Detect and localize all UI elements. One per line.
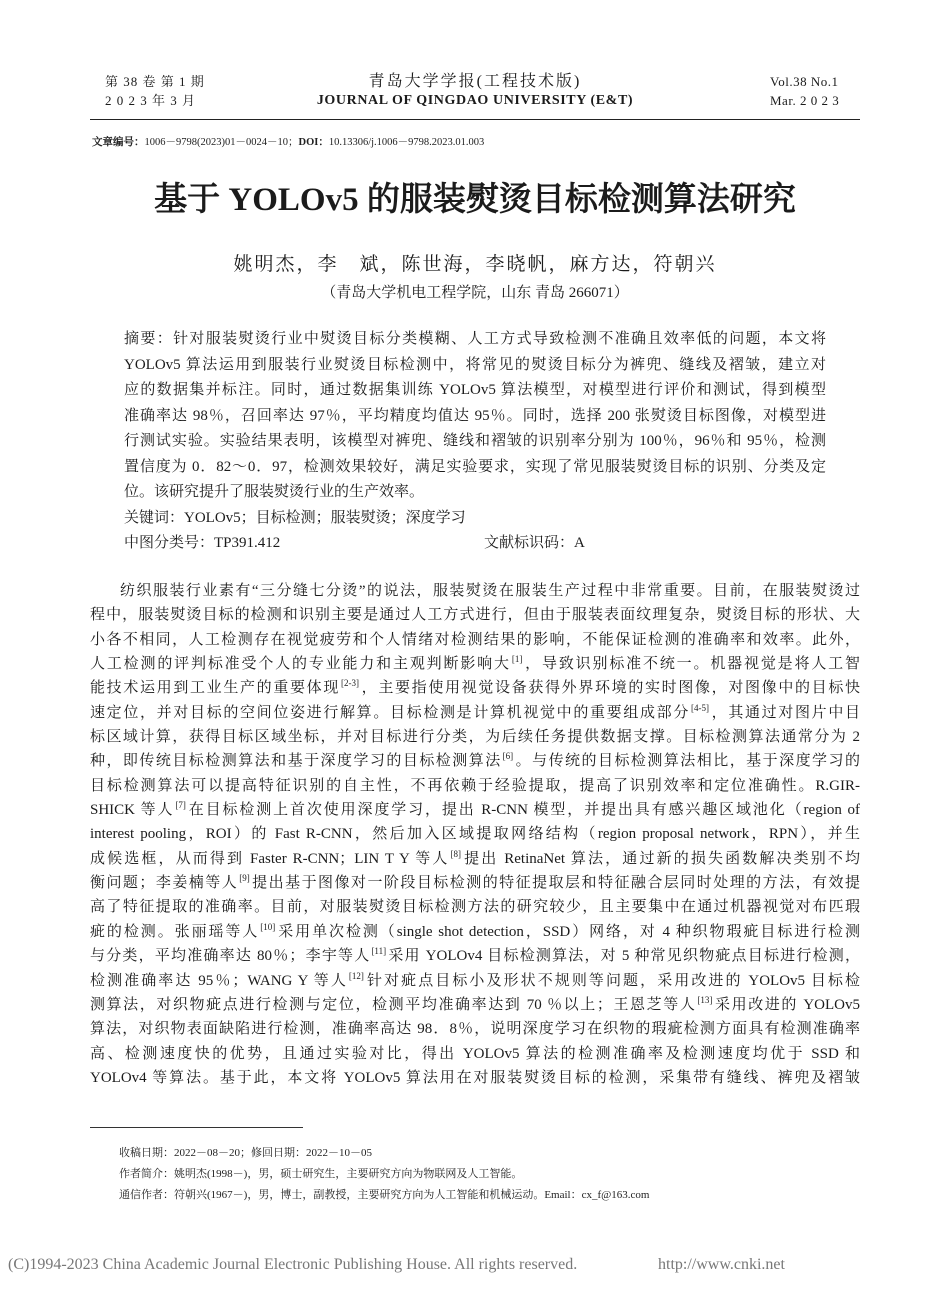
affiliation: （青岛大学机电工程学院，山东 青岛 266071） [321, 285, 629, 301]
doi-label: DOI： [298, 137, 329, 148]
citation-ref: [6] [502, 751, 514, 762]
footnotes [119, 1143, 649, 1206]
classification-label: 中图分类号： [124, 535, 215, 551]
doi: 10.13306/j.1006－9798.2023.01.003 [328, 137, 485, 148]
body-line [90, 847, 860, 871]
body-text-run: 采用单次检测（single shot detection，SSD）网络，对 4 种织物瑕疵目标进行检测 [276, 923, 860, 940]
footnote-line [119, 1164, 649, 1185]
footnote-divider [90, 1127, 303, 1128]
body-line [90, 749, 860, 773]
keywords-text: YOLOv5；目标检测；服装熨烫；深度学习 [184, 509, 466, 526]
issue-date-en: Mar. 2 0 2 3 [770, 93, 840, 108]
keywords-label: 关键词： [124, 509, 185, 526]
body-text-run: 人工检测的评判标准受个人的专业能力和主观判断影响大 [90, 656, 511, 673]
title-suffix: 的服装熨烫目标检测算法研究 [358, 182, 796, 218]
body-text-run: 衡问题；李姜楠等人 [90, 875, 239, 892]
author-list: 姚明杰，李 斌，陈世海，李晓帆，麻方达，符朝兴 [233, 254, 717, 275]
article-title [0, 180, 950, 220]
body-text-run: 高了特征提取的准确率。目前，对服装熨烫目标检测方法的研究较少，且主要集中在通过机器视觉对布匹瑕 [90, 899, 860, 916]
body-text-run: 目标检测算法可以提高特征识别的自主性，不再依赖于经验提取，提高了识别效率和定位准确性。R.GIR- [90, 777, 860, 794]
footnote-label: 收稿日期： [119, 1147, 174, 1159]
classification-line [124, 531, 826, 557]
body-text-run: 高、检测速度快的优势，且通过实验对比，得出 YOLOv5 算法的检测准确率及检测速度均优于 SSD 和 [90, 1045, 860, 1062]
body-line [90, 701, 860, 725]
body-text-run: 程中，服装熨烫目标的检测和识别主要是通过人工方式进行，但由于服装表面纹理复杂，熨烫目标的形状、大 [90, 607, 860, 624]
abstract-line [124, 404, 826, 430]
citation-ref: [2-3] [341, 678, 359, 689]
abstract [124, 327, 826, 506]
abstract-text: 置信度为 0．82～0．97，检测效果较好，满足实验要求，实现了常见服装熨烫目标的识别、分类及定 [124, 458, 826, 475]
copyright-watermark: (C)1994-2023 China Academic Journal Electronic Publishing House. All rights reserved. [8, 1256, 578, 1273]
issue-volume-en: Vol.38 No.1 [770, 74, 839, 89]
body-text-run: 。与传统的目标检测算法相比，基于深度学习的 [514, 753, 860, 770]
abstract-line [124, 327, 826, 353]
body-text-run: 提出 RetinaNet 算法，通过新的损失函数解决类别不均 [461, 850, 860, 867]
body-line [90, 676, 860, 700]
body-text-run: 纺织服装行业素有“三分缝七分烫”的说法，服装熨烫在服装生产过程中非常重要。目前，在服装熨烫过 [120, 583, 860, 599]
body-line [90, 603, 860, 627]
body-line [90, 579, 860, 603]
citation-ref: [11] [371, 946, 387, 957]
body-line [90, 725, 860, 749]
journal-name-en: JOURNAL OF QINGDAO UNIVERSITY (E&T) [316, 93, 634, 108]
body-line [90, 920, 860, 944]
body-line [90, 895, 860, 919]
footnote-label: 通信作者： [119, 1189, 174, 1201]
body-text-run: SHICK 等人 [90, 802, 175, 819]
body-text-run: 在目标检测上首次使用深度学习，提出 R-CNN 模型，并提出具有感兴趣区域池化（region of [186, 802, 860, 819]
body-text-run: YOLOv4 等算法。基于此，本文将 YOLOv5 算法用在对服装熨烫目标的检测，采集带有缝线、裤兜及褶皱 [90, 1069, 860, 1086]
footnote-line [119, 1185, 649, 1206]
citation-ref: [7] [175, 800, 186, 811]
title-prefix: 基于 [154, 182, 229, 218]
abstract-line [124, 429, 826, 455]
journal-name-cn: 青岛大学学报(工程技术版) [368, 73, 582, 90]
body-text-run: 疵的检测。张丽瑶等人 [90, 923, 260, 940]
body-text-run: 算法，对织物表面缺陷进行检测，准确率高达 98．8％，说明深度学习在织物的瑕疵检测方面具有检测准确率 [90, 1021, 860, 1038]
classification [124, 535, 280, 551]
body-line [90, 822, 860, 846]
citation-ref: [9] [239, 873, 250, 884]
abstract-line [124, 378, 826, 404]
title-model: YOLOv5 [228, 182, 359, 218]
article-number: 1006－9798(2023)01－0024－10； [144, 137, 299, 148]
body-text-run: interest pooling，ROI）的 Fast R-CNN，然后加入区域提取网络结构（region proposal network，RPN），并生 [90, 826, 860, 843]
issue-date-cn: 2 0 2 3 年 3 月 [105, 93, 197, 108]
article-number-label: 文章编号： [92, 137, 145, 148]
body-text-run: 检测准确率达 95％；WANG Y 等人 [90, 972, 348, 989]
article-info [92, 136, 484, 150]
header-divider [90, 119, 860, 120]
footnote-text: 姚明杰(1998－)，男，硕士研究生，主要研究方向为物联网及人工智能。 [174, 1168, 523, 1180]
abstract-line [124, 455, 826, 481]
issue-volume: 第 38 卷 第 1 期 [105, 74, 205, 89]
keywords [124, 506, 826, 532]
body-paragraph [90, 579, 860, 1090]
body-text-run: 测算法，对织物疵点进行检测与定位，检测平均准确率达到 70 ％以上；王恩芝等人 [90, 996, 697, 1013]
body-text-run: ，其通过对图片中目 [709, 704, 860, 721]
footnote-text: 符朝兴(1967－)，男，博士，副教授，主要研究方向为人工智能和机械运动。Email：cx_f@163.com [174, 1189, 650, 1201]
document-code-value: A [574, 535, 585, 551]
abstract-text: YOLOv5 算法运用到服装行业熨烫目标检测中，将常见的熨烫目标分为裤兜、缝线及褶皱，建立对 [124, 356, 826, 373]
body-line [90, 652, 860, 676]
body-line [90, 871, 860, 895]
abstract-text: 针对服装熨烫行业中熨烫目标分类模糊、人工方式导致检测不准确且效率低的问题，本文将 [173, 331, 826, 347]
footnote-line [119, 1143, 649, 1164]
citation-ref: [8] [450, 848, 461, 859]
body-text-run: 提出基于图像对一阶段目标检测的特征提取层和特征融合层同时处理的方法，有效提 [250, 875, 860, 892]
abstract-text: 位。该研究提升了服装熨烫行业的生产效率。 [124, 484, 425, 500]
body-text-run: 种，即传统目标检测算法和基于深度学习的目标检测算法 [90, 753, 502, 770]
citation-ref: [4-5] [690, 702, 709, 713]
body-text-run: 能技术运用到工业生产的重要体现 [90, 680, 340, 697]
body-line [90, 774, 860, 798]
body-text-run: 采用改进的 YOLOv5 [713, 996, 860, 1013]
citation-ref: [10] [260, 921, 276, 932]
footnote-label: 作者简介： [119, 1168, 174, 1180]
body-line [90, 1042, 860, 1066]
body-text-run: 标区域计算，获得目标区域坐标，并对目标进行分类，为后续任务提供数据支撑。目标检测算法通常分为 2 [90, 729, 860, 746]
body-text-run: ，主要指使用视觉设备获得外界环境的实时图像，对图像中的目标快 [360, 680, 860, 697]
running-header-right [770, 72, 839, 110]
abstract-text: 应的数据集并标注。同时，通过数据集训练 YOLOv5 算法模型，对模型进行评价和测试，得到模型 [124, 382, 826, 398]
body-line [90, 798, 860, 822]
body-line [90, 944, 860, 968]
abstract-text: 准确率达 98％，召回率达 97％，平均精度均值达 95％。同时，选择 200 张熨烫目标图像，对模型进 [124, 407, 826, 424]
citation-ref: [13] [697, 994, 713, 1005]
abstract-block [124, 327, 826, 557]
body-line [90, 1017, 860, 1041]
abstract-label: 摘要： [124, 331, 174, 347]
abstract-line [124, 480, 826, 506]
footnote-text: 2022－08－20；修回日期：2022－10－05 [174, 1147, 372, 1159]
classification-value: TP391.412 [214, 535, 281, 551]
body-text-run: 采用 YOLOv4 目标检测算法，对 5 种常见织物疵点目标进行检测， [387, 948, 860, 965]
body-text-run: 针对疵点目标小及形状不规则等问题，采用改进的 YOLOv5 目标检 [364, 972, 860, 989]
abstract-line [124, 353, 826, 379]
body-text-run: 速定位，并对目标的空间位姿进行解算。目标检测是计算机视觉中的重要组成部分 [90, 704, 690, 721]
citation-ref: [12] [348, 970, 364, 981]
body-text-run: 成候选框，从而得到 Faster R-CNN；LIN T Y 等人 [90, 850, 450, 867]
citation-ref: [1] [511, 654, 523, 665]
body-text-run: ，导致识别标准不统一。机器视觉是将人工智 [523, 656, 860, 673]
body-text-run: 与分类，平均准确率达 80％；李宇等人 [90, 948, 371, 965]
document-code [484, 531, 585, 557]
document-code-label: 文献标识码： [484, 535, 575, 551]
body-line [90, 1066, 860, 1090]
body-line [90, 993, 860, 1017]
body-text-run: 小各不相同，人工检测存在视觉疲劳和个人情绪对检测结果的影响，不能保证检测的准确率和效率。此外， [90, 631, 860, 648]
body-line [90, 969, 860, 993]
body-line [90, 628, 860, 652]
abstract-text: 行测试实验。实验结果表明，该模型对裤兜、缝线和褶皱的识别率分别为 100％，96％和 95％，检测 [124, 433, 826, 449]
watermark-url: http://www.cnki.net [658, 1256, 785, 1273]
